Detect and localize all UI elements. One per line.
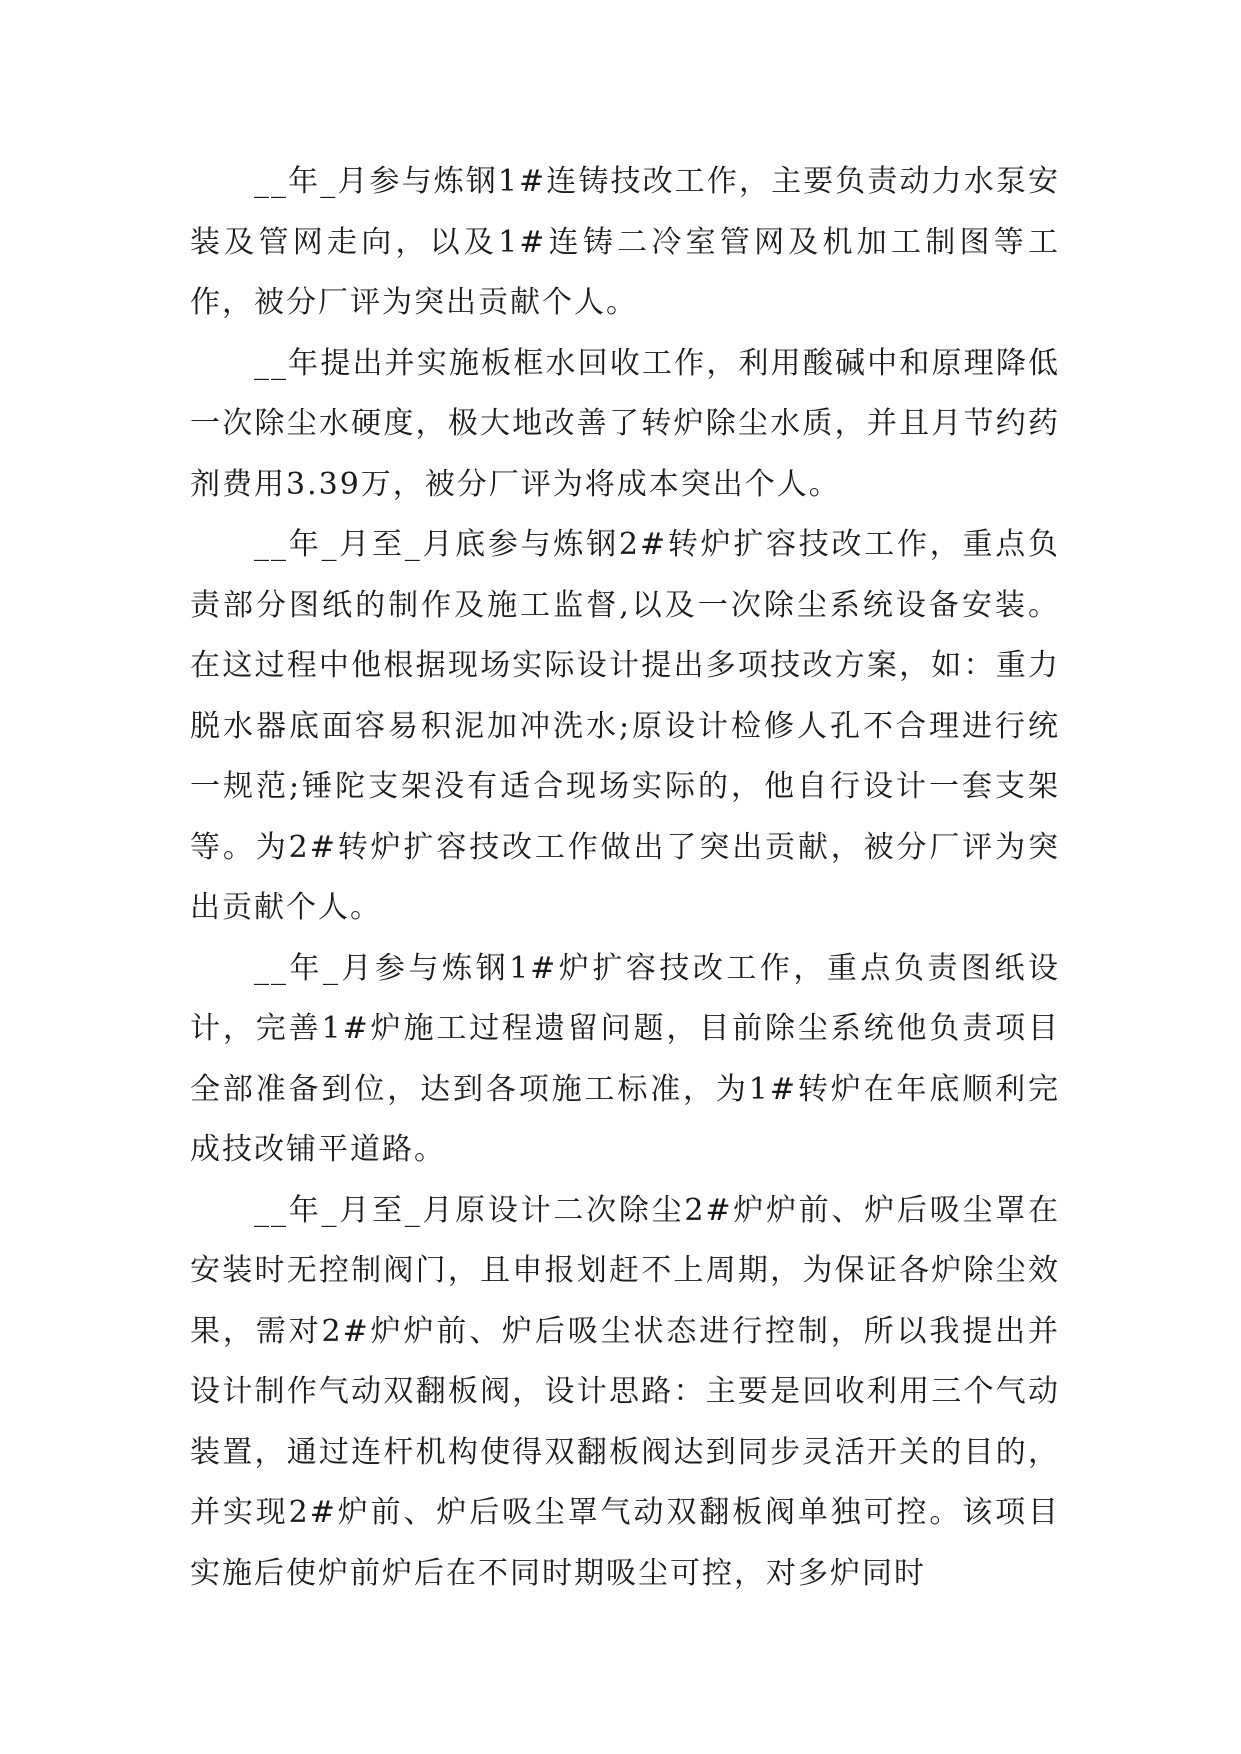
- paragraph-5: __年_月至_月原设计二次除尘2#炉炉前、炉后吸尘罩在安装时无控制阀门，且申报划赶不上周期，为保证各炉除尘效果，需对2#炉炉前、炉后吸尘状态进行控制，所以我提出并设计制作气动双翻板阀，设计思路：主要是回收利用三个气动装置，通过连杆机构使得双翻板阀达到同步灵活开关的目的，并实现2#炉前、炉后吸尘罩气动双翻板阀单独可控。该项目实施后使炉前炉后在不同时期吸尘可控，对多炉同时: [190, 1192, 1060, 1591]
- paragraph-3: __年_月至_月底参与炼钢2#转炉扩容技改工作，重点负责部分图纸的制作及施工监督,以及一次除尘系统设备安装。在这过程中他根据现场实际设计提出多项技改方案，如：重力脱水器底面容易积泥加冲洗水;原设计检修人孔不合理进行统一规范;锤陀支架没有适合现场实际的，他自行设计一套支架等。为2#转炉扩容技改工作做出了突出贡献，被分厂评为突出贡献个人。: [190, 527, 1060, 925]
- paragraph-2: __年提出并实施板框水回收工作，利用酸碱中和原理降低一次除尘水硬度，极大地改善了转炉除尘水质，并且月节约药剂费用3.39万，被分厂评为将成本突出个人。: [190, 345, 1060, 502]
- document-body: [190, 152, 1060, 1604]
- paragraph-1: __年_月参与炼钢1#连铸技改工作，主要负责动力水泵安装及管网走向，以及1#连铸二冷室管网及机加工制图等工作，被分厂评为突出贡献个人。: [190, 164, 1060, 320]
- paragraph-4: __年_月参与炼钢1#炉扩容技改工作，重点负责图纸设计，完善1#炉施工过程遗留问题，目前除尘系统他负责项目全部准备到位，达到各项施工标准，为1#转炉在年底顺利完成技改铺平道路。: [190, 950, 1060, 1167]
